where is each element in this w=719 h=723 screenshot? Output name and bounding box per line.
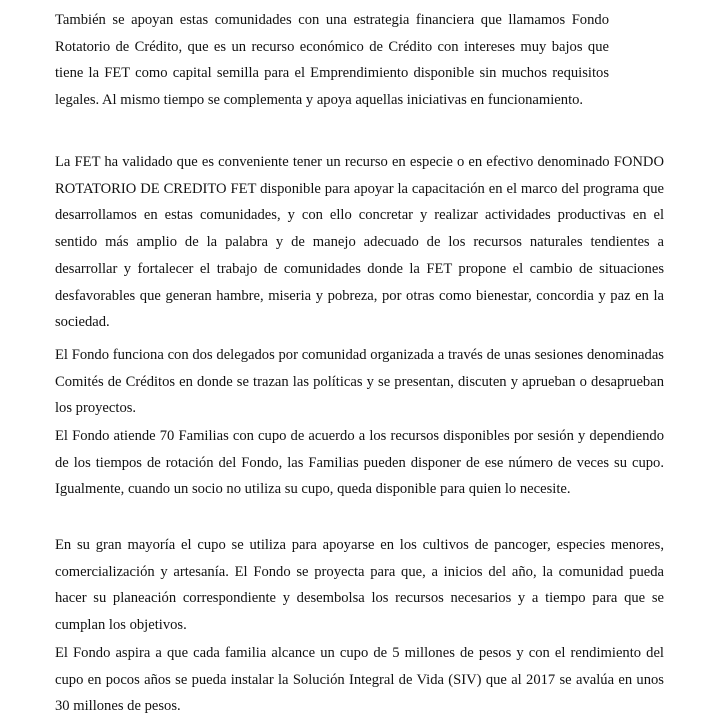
paragraph-fondo-rotatorio-intro: También se apoyan estas comunidades con una estrategia financiera que llamamos Fondo Rotatorio de Crédito, que es un recurso económico de Crédito con intereses muy bajos que tiene la FET como capital semilla para el Emprendimiento disponible sin muchos requisitos legales. Al mismo tiempo se complementa y apoya aquellas iniciativas en funcionamiento. (55, 12, 609, 109)
paragraph-fet-validation: La FET ha validado que es conveniente tener un recurso en especie o en efectivo denominado FONDO ROTATORIO DE CREDITO FET disponible para apoyar la capacitación en el marco del programa que desarrollamos en estas comunidades, y con ello concretar y realizar actividades productivas en el sentido más amplio de la palabra y de manejo adecuado de los recursos naturales tendientes a desarrollar y fortalecer el trabajo de comunidades donde la FET propone el cambio de situaciones desfavorables que generan hambre, miseria y pobreza, por otras como bienestar, concordia y paz en la sociedad. (55, 154, 664, 331)
paragraph-familias: El Fondo atiende 70 Familias con cupo de acuerdo a los recursos disponibles por sesión y dependiendo de los tiempos de rotación del Fondo, las Familias pueden disponer de ese número de veces su cupo. Igualmente, cuando un socio no utiliza su cupo, queda disponible para quien lo necesite. (55, 428, 664, 498)
paragraph-aspiracion: El Fondo aspira a que cada familia alcance un cupo de 5 millones de pesos y con el rendimiento del cupo en pocos años se pueda instalar la Solución Integral de Vida (SIV) que al 2017 se avalúa en unos 30 millones de pesos. (55, 645, 664, 715)
paragraph-delegados: El Fondo funciona con dos delegados por comunidad organizada a través de unas sesiones denominadas Comités de Créditos en donde se trazan las políticas y se presentan, discuten y aprueban o desaprueban los proyectos. (55, 347, 664, 417)
paragraph-uso-cupo: En su gran mayoría el cupo se utiliza para apoyarse en los cultivos de pancoger, especies menores, comercialización y artesanía. El Fondo se proyecta para que, a inicios del año, la comunidad pueda hacer su planeación correspondiente y desembolsa los recursos necesarios y a tiempo para que se cumplan los objetivos. (55, 537, 664, 634)
